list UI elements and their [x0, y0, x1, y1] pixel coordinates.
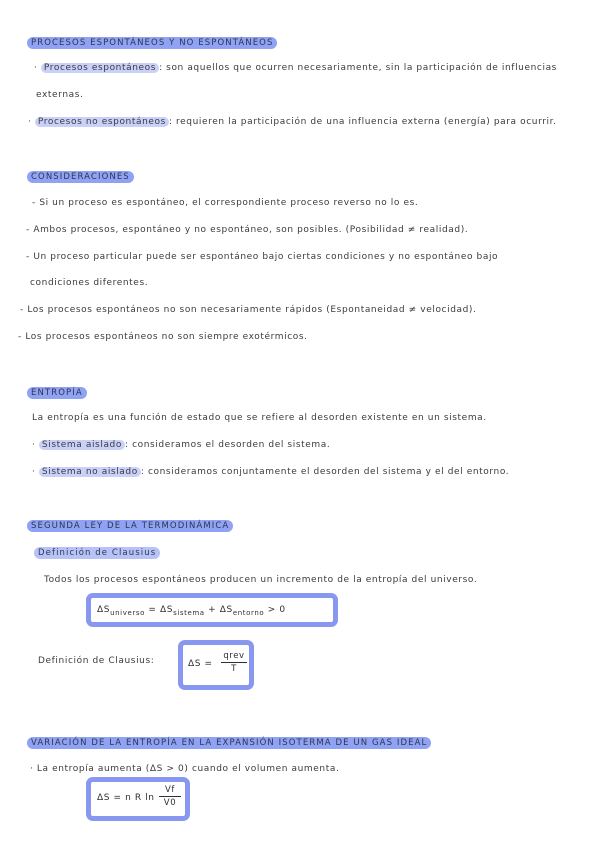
formula-entropia-universo: $\Delta S_{universo} = \Delta S_{sistema} + \Delta S_{entorno} > 0$: [97, 605, 286, 617]
subtitle-clausius: Definición de Clausius: [34, 547, 160, 559]
numerator: Vf: [164, 785, 175, 795]
list-item: - Un proceso particular puede ser espontáneo bajo ciertas condiciones y no espontáneo bajo: [26, 252, 499, 262]
entropia-intro: La entropía es una función de estado que se refiere al desorden existente en un sistema.: [32, 413, 487, 423]
definition-text: : son aquellos que ocurren necesariamente, sin la participación de influencias: [159, 63, 557, 73]
formula-lhs: ΔS =: [188, 659, 213, 669]
formula-lhs: ΔS = n R ln: [97, 793, 155, 803]
term-sistema-no-aislado: Sistema no aislado: [39, 467, 141, 477]
list-item-sistema-no-aislado: · Sistema no aislado : consideramos conjuntamente el desorden del sistema y el del entorno.: [32, 467, 510, 477]
segunda-ley-text: Todos los procesos espontáneos producen un incremento de la entropía del universo.: [44, 575, 478, 585]
list-item-sistema-aislado: · Sistema aislado : consideramos el desorden del sistema.: [32, 440, 331, 450]
list-item-continuation: condiciones diferentes.: [30, 278, 149, 288]
term-procesos-espontaneos: Procesos espontáneos: [41, 63, 159, 73]
formula-box-universo: [86, 593, 338, 627]
section-title-variacion-entropia: VARIACIÓN DE LA ENTROPÍA EN LA EXPANSIÓN ISOTERMA DE UN GAS IDEAL: [27, 737, 431, 749]
list-item-procesos-no-espontaneos: [28, 117, 557, 127]
fraction-qrev-t: [221, 651, 247, 674]
denominator: T: [231, 664, 237, 674]
list-item: - Ambos procesos, espontáneo y no espontáneo, son posibles. (Posibilidad ≠ realidad).: [26, 225, 469, 235]
list-item-volumen: · La entropía aumenta (ΔS > 0) cuando el volumen aumenta.: [30, 764, 340, 774]
denominator: V0: [163, 798, 177, 808]
definition-continuation: externas.: [36, 90, 84, 100]
formula-box-expansion: [86, 777, 190, 821]
definition-text: : requieren la participación de una influencia externa (energía) para ocurrir.: [168, 117, 557, 127]
section-title-consideraciones: CONSIDERACIONES: [27, 171, 134, 183]
list-item-procesos-espontaneos: [34, 63, 557, 73]
formula-box-clausius: [178, 640, 254, 690]
list-item: - Si un proceso es espontáneo, el correspondiente proceso reverso no lo es.: [32, 198, 419, 208]
term-sistema-aislado: Sistema aislado: [39, 440, 125, 450]
bullet: ·: [28, 117, 35, 127]
term-procesos-no-espontaneos: Procesos no espontáneos: [35, 117, 169, 127]
clausius-label: Definición de Clausius:: [38, 656, 155, 666]
section-title-entropia: ENTROPÍA: [27, 387, 87, 399]
section-title-segunda-ley: SEGUNDA LEY DE LA TERMODINÁMICA: [27, 520, 233, 532]
list-item: - Los procesos espontáneos no son siempre exotérmicos.: [18, 332, 308, 342]
section-title-procesos: PROCESOS ESPONTÁNEOS Y NO ESPONTÁNEOS: [27, 37, 277, 49]
bullet: ·: [34, 63, 41, 73]
fraction-vf-v0: [159, 785, 181, 808]
list-item: - Los procesos espontáneos no son necesariamente rápidos (Espontaneidad ≠ velocidad).: [20, 305, 477, 315]
numerator: qrev: [223, 651, 245, 661]
